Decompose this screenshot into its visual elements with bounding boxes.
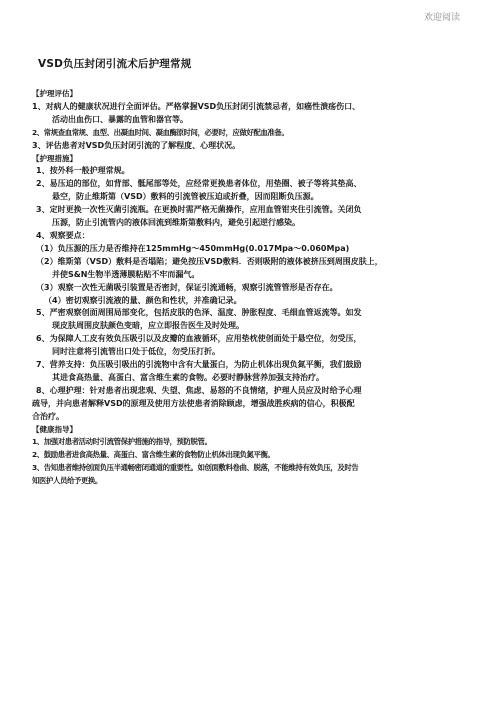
body-line: 压源，防止引流管内的液体回流到维斯第敷料内，避免引起逆行感染。 [52,218,300,228]
body-line: 4、观察要点： [36,230,90,240]
section-heading: 【护理措施】 [32,153,77,163]
body-line: 1、对病人的健康状况进行全面评估。严格掌握VSD负压封闭引流禁忌者，如癌性溃疡伤口、 [32,101,361,111]
document-title: VSD负压封闭引流术后护理常规 [38,58,192,70]
body-line: 知医护人员给予更换。 [32,476,102,486]
welcome-link[interactable]: 欢迎阅读 [423,13,460,23]
body-line: 疏导，并向患者解释VSD的原理及使用方法使患者消除顾虑，增强战胜疾病的信心，积极配 [32,398,355,408]
body-line: （4）密切观察引流液的量、颜色和性状，并准确记录。 [44,295,242,305]
body-line: 同时注意将引流管出口处于低位，勿受压打折。 [52,347,220,357]
body-line: 1、按外科一般护理常规。 [36,166,130,176]
body-line: 2、易压迫的部位，如背部、骶尾部等处，应经常更换患者体位，用垫圈、被子等将其垫高、 [36,179,362,189]
body-line: 3、评估患者对VSD负压封闭引流的了解程度、心理状况。 [32,140,241,150]
body-line: （2）维斯第（VSD）敷料是否塌陷；避免按压VSD敷料．否则吸附的液体被挤压到周围皮肤上， [36,256,383,266]
section-heading: 【护理评估】 [32,89,77,98]
body-line: 5、严密观察创面周围局部变化，包括皮肤的色泽、温度、肿胀程度、毛细血管返流等。如发 [36,308,362,318]
body-line: 3、定时更换一次性灭菌引流瓶。在更换时需严格无菌操作，应用血管钳夹住引流管。关闭负 [36,205,362,215]
body-line: 7、营养支持：负压吸引吸出的引流物中含有大量蛋白，为防止机体出现负氮平衡，我们鼓励 [36,360,362,370]
body-line: 8、心理护理：针对患者出现悲观、失望、焦虑、易怒的不良情绪，护理人员应及时给予心理 [36,385,362,395]
body-line: 2、鼓励患者进食高热量、高蛋白、富含维生素的食物防止机体出现负氮平衡。 [32,450,275,460]
body-line: 其进食高热量、高蛋白、富含维生素的食物。必要时静脉营养加强支持治疗。 [52,372,324,382]
body-line: 现皮肤周围皮肤颜色变暗，应立即报告医生及时处理。 [52,321,244,331]
body-line: 3、告知患者维持创面负压半通畅密闭通道的重要性。如创面敷料卷曲、脱落，不能维持有效负压，及时告 [32,463,359,473]
document-body [32,88,472,488]
body-line: 活动出血伤口、暴露的血管和器官等。 [52,114,188,124]
body-line: 并使S&N生物半透薄膜粘贴不牢而漏气。 [52,269,200,279]
body-line: 6、为保障人工皮有效负压吸引以及皮瓣的血液循环，应用垫枕使创面处于悬空位，勿受压， [36,334,362,344]
body-line: 1、加强对患者活动时引流管保护措施的指导，预防脱管。 [32,437,212,447]
body-line: （3）观察一次性无菌吸引装置是否密封，保证引流通畅，观察引流管管形是否存在。 [36,282,338,292]
body-line: 2、常规查血常规、血型、出凝血时间、凝血酶原时间，必要时，应做好配血准备。 [32,127,289,137]
body-line: 悬空，防止维斯第（VSD）敷料的引流管被压迫或折叠，因而阻断负压源。 [52,192,319,202]
body-line: 合治疗。 [32,411,64,421]
body-line: （1）负压源的压力是否维持在125mmHg～450mmHg(0.017Mpa～0.060Mpa) [36,243,350,253]
section-heading: 【健康指导】 [32,424,77,434]
